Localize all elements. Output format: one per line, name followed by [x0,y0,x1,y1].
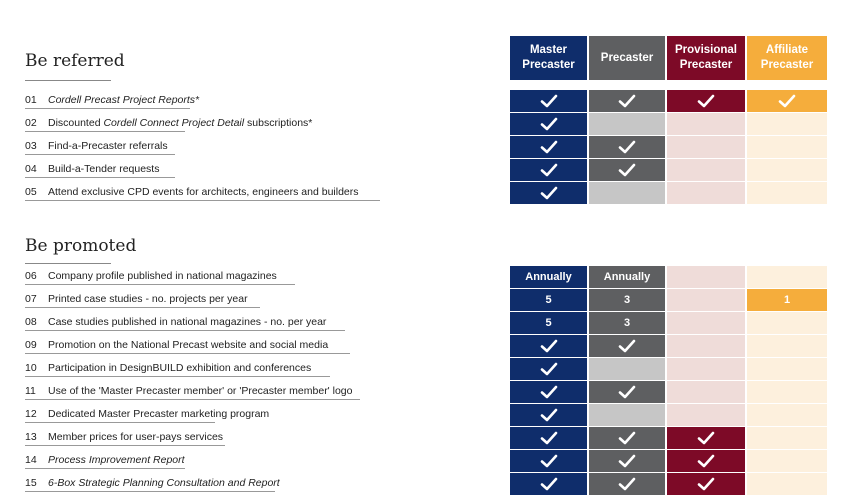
row-number: 13 [25,431,37,443]
row-label [25,289,248,309]
cell-affiliate [747,136,827,158]
column-header-precaster [589,36,665,80]
row-leader-line [25,200,380,201]
row-number: 12 [25,408,37,420]
table-row [0,312,853,335]
row-label-text: subscriptions* [244,117,313,129]
cell-affiliate [747,473,827,495]
checkmark-icon [697,477,715,491]
column-header-master [510,36,587,80]
checkmark-icon [540,140,558,154]
cell-provisional [667,159,745,181]
checkmark-icon [697,454,715,468]
cell-value: Annually [603,271,651,283]
column-header-label: Master Precaster [522,44,575,71]
row-label-text: Discounted [48,117,104,129]
row-leader-line [25,177,175,178]
row-label [25,182,359,202]
row-label [25,404,269,424]
row-label [25,381,352,401]
row-label-text: Participation in DesignBUILD exhibition and conferences [48,362,312,374]
row-leader-line [25,330,345,331]
cell-precaster [589,113,665,135]
row-label-text: Process Improvement Report [48,454,185,466]
checkmark-icon [778,94,796,108]
cell-precaster [589,427,665,449]
cell-provisional [667,266,745,288]
cell-master [510,335,587,357]
row-label-text: Promotion on the National Precast website and social media [48,339,329,351]
cell-affiliate [747,358,827,380]
checkmark-icon [540,94,558,108]
cell-precaster [589,473,665,495]
cell-precaster [589,358,665,380]
cell-precaster [589,381,665,403]
row-label-text: 6-Box Strategic Planning Consultation and Report [48,477,280,489]
table-row [0,335,853,358]
cell-master [510,113,587,135]
row-number: 14 [25,454,37,466]
cell-master [510,90,587,112]
table-row [0,381,853,404]
cell-value: 5 [545,317,552,329]
checkmark-icon [540,362,558,376]
row-label-text: Dedicated Master Precaster marketing program [48,408,270,420]
table-row [0,159,853,182]
checkmark-icon [540,186,558,200]
row-label [25,113,312,133]
row-number: 15 [25,477,37,489]
row-leader-line [25,307,260,308]
cell-master [510,182,587,204]
row-number: 07 [25,293,37,305]
cell-affiliate [747,90,827,112]
row-label [25,427,223,447]
cell-affiliate [747,113,827,135]
row-leader-line [25,445,225,446]
row-label [25,473,280,493]
checkmark-icon [540,454,558,468]
row-label-text: Cordell Precast Project Reports* [48,94,200,106]
section-title-rule [25,80,111,81]
row-label-text: Build-a-Tender requests [48,163,160,175]
table-row [0,182,853,205]
checkmark-icon [618,477,636,491]
cell-provisional [667,358,745,380]
cell-provisional [667,90,745,112]
table-row [0,358,853,381]
row-leader-line [25,468,185,469]
cell-value: 1 [783,294,791,306]
cell-precaster [589,289,665,311]
table-row [0,136,853,159]
row-leader-line [25,422,215,423]
row-number: 06 [25,270,37,282]
checkmark-icon [540,385,558,399]
row-label-text: Printed case studies - no. projects per year [48,293,248,305]
row-label-text: Member prices for user-pays services [48,431,224,443]
table-row [0,473,853,496]
row-label [25,90,199,110]
cell-precaster [589,182,665,204]
checkmark-icon [618,431,636,445]
row-label [25,159,159,179]
table-row [0,404,853,427]
cell-precaster [589,312,665,334]
row-number: 04 [25,163,37,175]
row-number: 08 [25,316,37,328]
cell-master [510,427,587,449]
cell-provisional [667,312,745,334]
column-header-label: Precaster [600,51,654,64]
cell-affiliate [747,159,827,181]
cell-provisional [667,182,745,204]
checkmark-icon [618,339,636,353]
cell-master [510,136,587,158]
row-label [25,312,326,332]
cell-affiliate [747,335,827,357]
row-label [25,450,185,470]
checkmark-icon [540,117,558,131]
cell-master [510,473,587,495]
cell-provisional [667,381,745,403]
checkmark-icon [618,454,636,468]
table-row [0,266,853,289]
checkmark-icon [540,431,558,445]
row-leader-line [25,108,190,109]
section-title-rule [25,263,111,264]
table-row [0,427,853,450]
row-leader-line [25,131,185,132]
row-leader-line [25,399,360,400]
cell-master [510,358,587,380]
cell-master [510,450,587,472]
cell-provisional [667,450,745,472]
row-label [25,136,168,156]
cell-provisional [667,136,745,158]
row-number: 02 [25,117,37,129]
cell-master [510,159,587,181]
cell-master [510,381,587,403]
row-label-text: Use of the 'Master Precaster member' or 'Precaster member' logo [48,385,353,397]
row-label-text: Attend exclusive CPD events for architects, engineers and builders [48,186,359,198]
row-number: 05 [25,186,37,198]
table-row [0,289,853,312]
cell-value: 3 [623,294,631,306]
row-leader-line [25,353,350,354]
cell-value: 5 [545,294,552,306]
row-label [25,335,328,355]
cell-affiliate [747,404,827,426]
cell-precaster [589,450,665,472]
cell-master [510,289,587,311]
cell-affiliate [747,427,827,449]
cell-provisional [667,335,745,357]
checkmark-icon [618,94,636,108]
cell-master [510,312,587,334]
cell-affiliate [747,312,827,334]
table-row [0,450,853,473]
row-label [25,266,277,286]
column-header-provisional [667,36,745,80]
column-header-label: Provisional Precaster [675,44,737,71]
row-leader-line [25,491,275,492]
row-leader-line [25,376,330,377]
checkmark-icon [618,163,636,177]
cell-precaster [589,136,665,158]
cell-affiliate [747,450,827,472]
cell-value: 3 [623,317,631,329]
section-title: Be referred [25,51,125,71]
row-number: 03 [25,140,37,152]
cell-precaster [589,266,665,288]
cell-affiliate [747,381,827,403]
checkmark-icon [697,431,715,445]
row-label-text: Cordell Connect Project Detail [103,117,245,129]
cell-precaster [589,159,665,181]
checkmark-icon [540,339,558,353]
row-label-text: Company profile published in national magazines [48,270,277,282]
cell-precaster [589,90,665,112]
row-label-text: Case studies published in national magazines - no. per year [48,316,327,328]
cell-affiliate [747,182,827,204]
checkmark-icon [618,385,636,399]
table-row [0,113,853,136]
table-row [0,90,853,113]
row-number: 10 [25,362,37,374]
row-label-text: Find-a-Precaster referrals [48,140,168,152]
cell-value: Annually [525,271,572,283]
cell-precaster [589,335,665,357]
section-title: Be promoted [25,236,137,256]
column-header-label: Affiliate Precaster [760,44,814,71]
row-number: 01 [25,94,37,106]
checkmark-icon [697,94,715,108]
cell-provisional [667,113,745,135]
row-leader-line [25,154,175,155]
cell-affiliate [747,266,827,288]
checkmark-icon [540,408,558,422]
cell-provisional [667,289,745,311]
cell-provisional [667,473,745,495]
row-label [25,358,311,378]
row-leader-line [25,284,295,285]
row-number: 11 [25,385,36,397]
cell-provisional [667,404,745,426]
cell-affiliate [747,289,827,311]
checkmark-icon [618,140,636,154]
column-header-affiliate [747,36,827,80]
cell-precaster [589,404,665,426]
checkmark-icon [540,163,558,177]
cell-master [510,404,587,426]
row-number: 09 [25,339,37,351]
checkmark-icon [540,477,558,491]
cell-provisional [667,427,745,449]
cell-master [510,266,587,288]
